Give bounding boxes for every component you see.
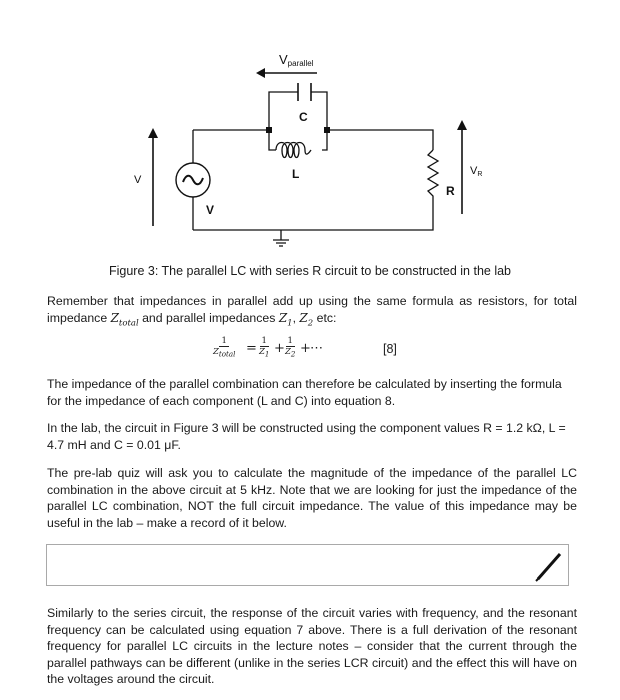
label-v-source: V [206,203,215,217]
resistor-symbol [428,150,438,200]
paragraph-resonant-frequency: Similarly to the series circuit, the response of the circuit varies with frequency, and the resonant frequency can be calculated using equation 7 above. There is a full derivation of the resonant frequency for parallel LC circuits in the lecture notes – consider that the current through the parallel pathways can be different (unlike in the series LCR circuit) and the effect this will have on the voltages around the circuit. [47,606,577,687]
label-v-left: V [134,174,142,186]
wire-bottom [193,200,433,230]
capacitor-symbol [298,83,311,101]
label-c: C [299,110,308,124]
wire-parallel-top-right [311,92,327,130]
wire-parallel-top-left [269,92,298,130]
label-vparallel: Vparallel [279,52,314,68]
paragraph-component-values: In the lab, the circuit in Figure 3 will be constructed using the component values R = 1.2 kΩ, L = 4.7 mH and C = 0.01 μF. [47,421,566,452]
circuit-diagram [0,0,620,260]
paragraph-impedance-combination: The impedance of the parallel combination can therefore be calculated by inserting the formula for the impedance of each component (L and C) into equation 8. [47,377,562,408]
equation-number: [8] [383,342,397,356]
paragraph-prelab-quiz: The pre-lab quiz will ask you to calculate the magnitude of the impedance of the parallel LC combination in the above circuit at 5 kHz. Note that we are looking for just the impedance of the parallel LC combination, NOT the full circuit impedance. The value of this impedance may be useful in the lab – make a record of it below. [47,466,577,530]
label-l: L [292,167,300,181]
pencil-icon [534,551,564,583]
vr-arrowhead [457,120,467,130]
inductor-symbol [276,143,311,158]
figure-caption: Figure 3: The parallel LC with series R circuit to be constructed in the lab [108,264,512,278]
label-r: R [446,184,455,198]
wire-top-right [327,130,433,150]
paragraph-impedance-intro: Remember that impedances in parallel add up using the same formula as resistors, for total impedance $Z_{total}$ and parallel impedances $Z_1$, $Z_2$ etc: [47,294,577,329]
equation-8: 1 $Z_{total}$ = $\frac{1}{Z_1}$ + $\frac{1}{Z_2}$ + ⋯ [8] [213,336,397,359]
junction-left [266,127,272,133]
ground-symbol [273,240,289,246]
answer-input-box[interactable] [46,544,569,586]
label-vr: VR [470,165,483,178]
v-left-arrowhead [148,128,158,138]
junction-right [324,127,330,133]
vparallel-arrowhead [256,68,265,78]
